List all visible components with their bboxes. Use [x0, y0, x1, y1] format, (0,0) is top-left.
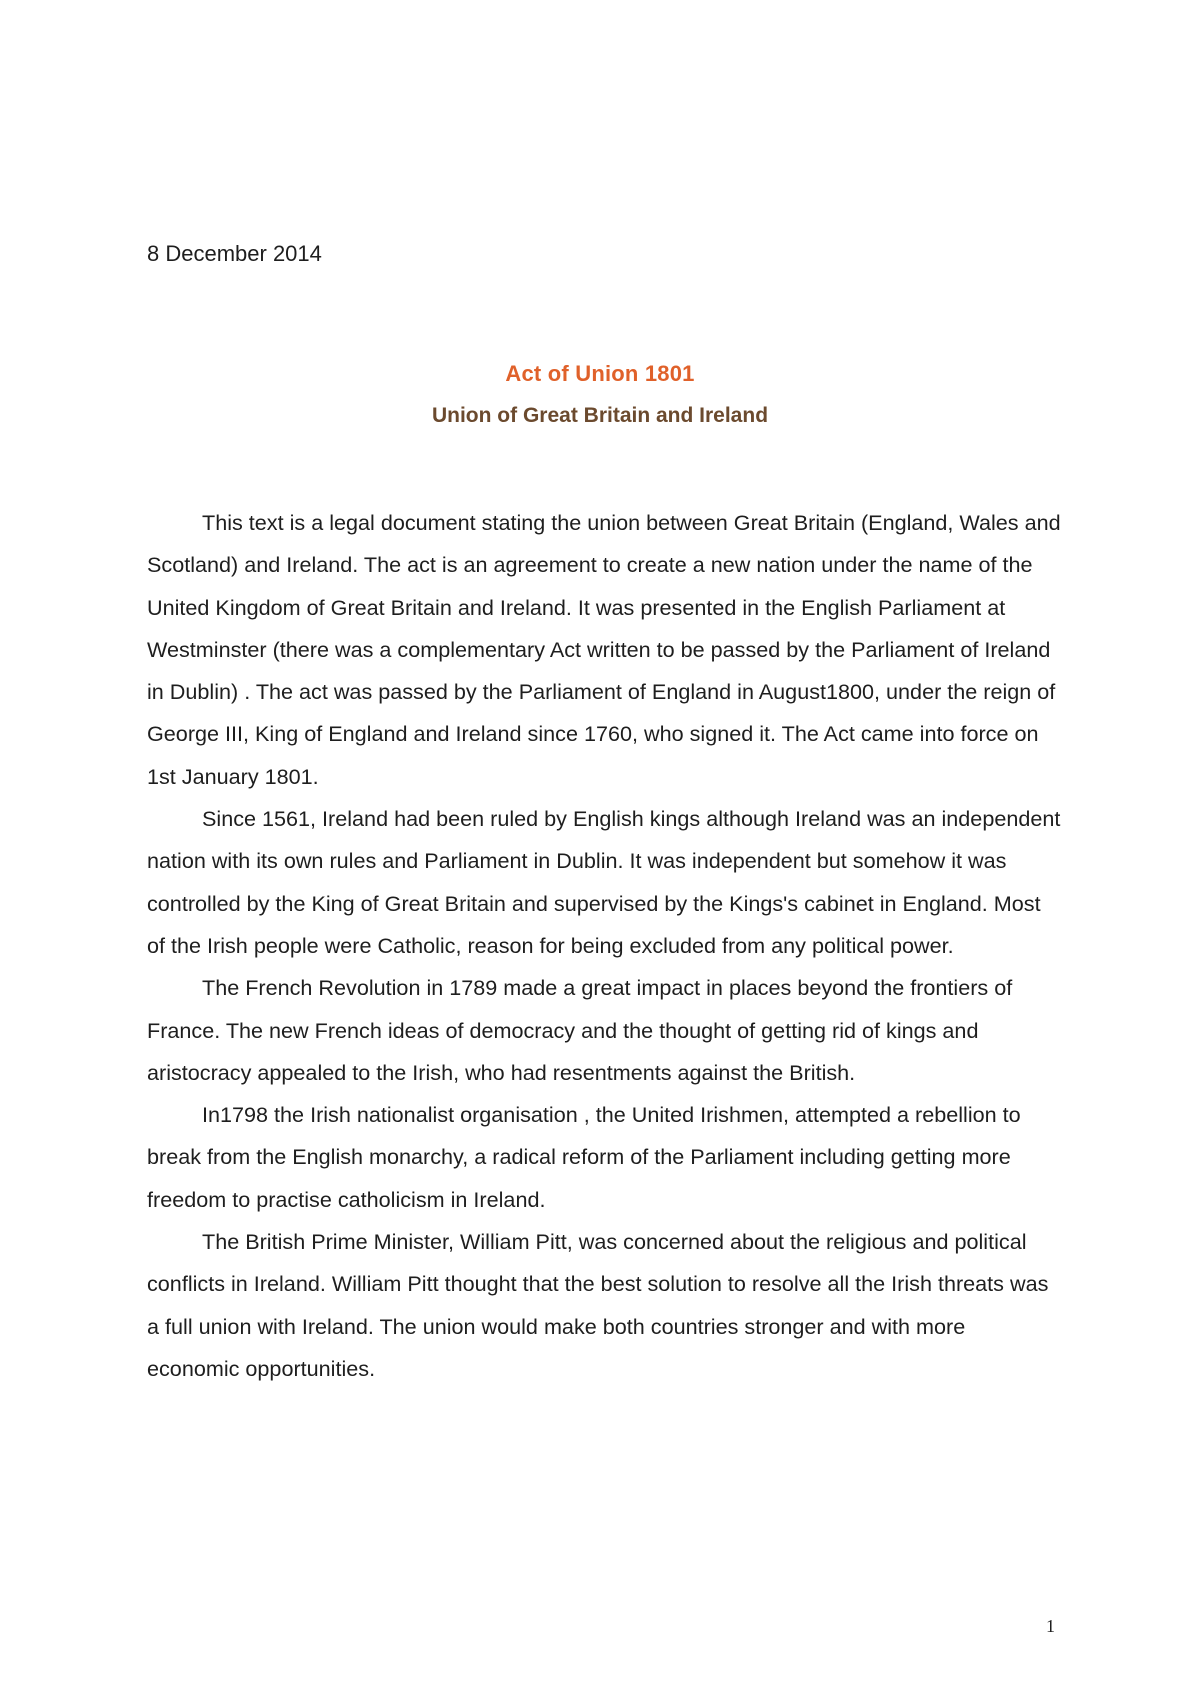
document-subtitle: Union of Great Britain and Ireland: [431, 404, 769, 427]
body-paragraph: In1798 the Irish nationalist organisation , the United Irishmen, attempted a rebellion to break from the English monarchy, a radical reform of the Parliament including getting more freedom to practise catholicism in Ireland.: [147, 1102, 1021, 1212]
body-paragraph: Since 1561, Ireland had been ruled by English kings although Ireland was an independent nation with its own rules and Parliament in Dublin. It was independent but somehow it was controlled by the King of Great Britain and supervised by the Kings's cabinet in England. Most of the Irish people were Catholic, reason for being excluded from any political power.: [147, 806, 1061, 958]
document-title: Act of Union 1801: [505, 361, 695, 386]
document-body: [147, 502, 1062, 1390]
page-number: 1: [1046, 1616, 1055, 1636]
body-paragraph: The French Revolution in 1789 made a great impact in places beyond the frontiers of France. The new French ideas of democracy and the thought of getting rid of kings and aristocracy appealed to the Irish, who had resentments against the British.: [147, 975, 1013, 1085]
document-date: 8 December 2014: [147, 241, 322, 266]
body-paragraph: The British Prime Minister, William Pitt, was concerned about the religious and political conflicts in Ireland. William Pitt thought that the best solution to resolve all the Irish threats was a full union with Ireland. The union would make both countries stronger and with more economic opportunities.: [147, 1229, 1049, 1381]
body-paragraph: This text is a legal document stating the union between Great Britain (England, Wales and Scotland) and Ireland. The act is an agreement to create a new nation under the name of the United Kingdom of Great Britain and Ireland. It was presented in the English Parliament at Westminster (there was a complementary Act written to be passed by the Parliament of Ireland in Dublin) . The act was passed by the Parliament of England in August1800, under the reign of George III, King of England and Ireland since 1760, who signed it. The Act came into force on 1st January 1801.: [147, 510, 1061, 789]
